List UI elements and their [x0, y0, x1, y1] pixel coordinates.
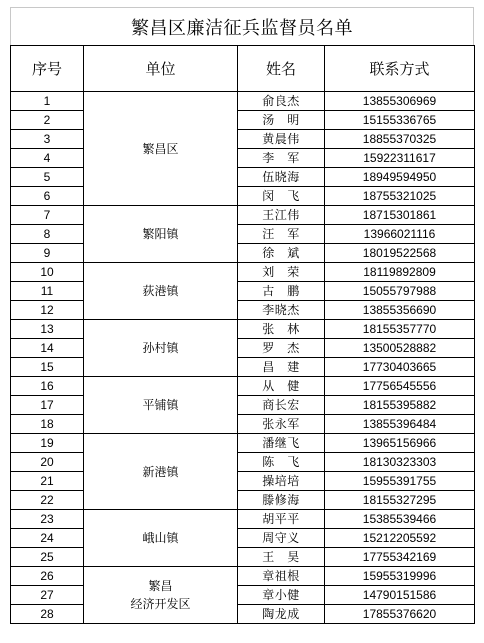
name-cell: 徐 斌 — [238, 244, 325, 263]
name-cell: 商长宏 — [238, 396, 325, 415]
name-cell: 陈 飞 — [238, 453, 325, 472]
seq-cell: 13 — [11, 320, 84, 339]
header-row — [11, 46, 475, 92]
unit-cell: 孙村镇 — [84, 320, 238, 377]
unit-line-1: 繁昌 — [148, 579, 173, 593]
name-cell: 陶龙成 — [238, 605, 325, 624]
seq-cell: 21 — [11, 472, 84, 491]
seq-cell: 12 — [11, 301, 84, 320]
phone-cell: 18130323303 — [325, 453, 475, 472]
name-cell: 操培培 — [238, 472, 325, 491]
phone-cell: 15922311617 — [325, 149, 475, 168]
name-cell: 从 健 — [238, 377, 325, 396]
table-row — [11, 320, 475, 339]
table-row — [11, 149, 475, 168]
table-row — [11, 282, 475, 301]
name-cell: 张永军 — [238, 415, 325, 434]
table-row — [11, 187, 475, 206]
table-row — [11, 263, 475, 282]
name-cell: 黄晨伟 — [238, 130, 325, 149]
seq-cell: 23 — [11, 510, 84, 529]
seq-cell: 16 — [11, 377, 84, 396]
seq-cell: 20 — [11, 453, 84, 472]
name-cell: 潘继飞 — [238, 434, 325, 453]
table-row — [11, 529, 475, 548]
seq-cell: 25 — [11, 548, 84, 567]
seq-cell: 5 — [11, 168, 84, 187]
phone-cell: 15155336765 — [325, 111, 475, 130]
phone-cell: 15055797988 — [325, 282, 475, 301]
table-row — [11, 586, 475, 605]
table-row — [11, 548, 475, 567]
seq-cell: 24 — [11, 529, 84, 548]
seq-cell: 2 — [11, 111, 84, 130]
phone-cell: 18949594950 — [325, 168, 475, 187]
column-header-unit: 单位 — [84, 46, 238, 92]
phone-cell: 18155327295 — [325, 491, 475, 510]
table-row — [11, 510, 475, 529]
column-header-seq: 序号 — [11, 46, 84, 92]
seq-cell: 3 — [11, 130, 84, 149]
table-row — [11, 92, 475, 111]
table-row — [11, 453, 475, 472]
name-cell: 李晓杰 — [238, 301, 325, 320]
table-row — [11, 244, 475, 263]
seq-cell: 10 — [11, 263, 84, 282]
name-cell: 罗 杰 — [238, 339, 325, 358]
name-cell: 李 军 — [238, 149, 325, 168]
name-cell: 昌 建 — [238, 358, 325, 377]
phone-cell: 18855370325 — [325, 130, 475, 149]
table-row — [11, 358, 475, 377]
name-cell: 张 林 — [238, 320, 325, 339]
phone-cell: 17855376620 — [325, 605, 475, 624]
unit-cell: 新港镇 — [84, 434, 238, 510]
seq-cell: 7 — [11, 206, 84, 225]
name-cell: 王江伟 — [238, 206, 325, 225]
name-cell: 章小健 — [238, 586, 325, 605]
phone-cell: 18715301861 — [325, 206, 475, 225]
table-row — [11, 111, 475, 130]
seq-cell: 14 — [11, 339, 84, 358]
unit-cell: 峨山镇 — [84, 510, 238, 567]
table-row — [11, 605, 475, 624]
phone-cell: 18155357770 — [325, 320, 475, 339]
seq-cell: 9 — [11, 244, 84, 263]
phone-cell: 13855306969 — [325, 92, 475, 111]
phone-cell: 18119892809 — [325, 263, 475, 282]
unit-line-2: 经济开发区 — [130, 597, 191, 611]
phone-cell: 15955391755 — [325, 472, 475, 491]
phone-cell: 18155395882 — [325, 396, 475, 415]
phone-cell: 18019522568 — [325, 244, 475, 263]
name-cell: 伍晓海 — [238, 168, 325, 187]
seq-cell: 26 — [11, 567, 84, 586]
table-row — [11, 396, 475, 415]
table-row — [11, 491, 475, 510]
phone-cell: 17730403665 — [325, 358, 475, 377]
seq-cell: 4 — [11, 149, 84, 168]
table-row — [11, 567, 475, 586]
name-cell: 胡平平 — [238, 510, 325, 529]
column-header-phone: 联系方式 — [325, 46, 475, 92]
seq-cell: 18 — [11, 415, 84, 434]
unit-cell — [84, 567, 238, 624]
seq-cell: 15 — [11, 358, 84, 377]
name-cell: 古 鹏 — [238, 282, 325, 301]
title-bar — [10, 7, 474, 45]
table-row — [11, 168, 475, 187]
table-row — [11, 225, 475, 244]
table-row — [11, 206, 475, 225]
phone-cell: 17756545556 — [325, 377, 475, 396]
name-cell: 刘 荣 — [238, 263, 325, 282]
unit-cell: 平铺镇 — [84, 377, 238, 434]
phone-cell: 14790151586 — [325, 586, 475, 605]
phone-cell: 15955319996 — [325, 567, 475, 586]
phone-cell: 18755321025 — [325, 187, 475, 206]
phone-cell: 13855356690 — [325, 301, 475, 320]
unit-cell: 繁阳镇 — [84, 206, 238, 263]
seq-cell: 8 — [11, 225, 84, 244]
seq-cell: 11 — [11, 282, 84, 301]
phone-cell: 13855396484 — [325, 415, 475, 434]
table-row — [11, 301, 475, 320]
unit-cell: 荻港镇 — [84, 263, 238, 320]
supervisor-table — [10, 45, 475, 624]
table-row — [11, 130, 475, 149]
name-cell: 章祖根 — [238, 567, 325, 586]
seq-cell: 28 — [11, 605, 84, 624]
phone-cell: 13966021116 — [325, 225, 475, 244]
document-title: 繁昌区廉洁征兵监督员名单 — [131, 17, 353, 39]
phone-cell: 13500528882 — [325, 339, 475, 358]
seq-cell: 22 — [11, 491, 84, 510]
unit-cell: 繁昌区 — [84, 92, 238, 206]
name-cell: 滕修海 — [238, 491, 325, 510]
seq-cell: 6 — [11, 187, 84, 206]
name-cell: 周守义 — [238, 529, 325, 548]
name-cell: 汤 明 — [238, 111, 325, 130]
phone-cell: 13965156966 — [325, 434, 475, 453]
phone-cell: 15212205592 — [325, 529, 475, 548]
name-cell: 俞良杰 — [238, 92, 325, 111]
name-cell: 闵 飞 — [238, 187, 325, 206]
table-row — [11, 415, 475, 434]
phone-cell: 17755342169 — [325, 548, 475, 567]
table-row — [11, 339, 475, 358]
table-row — [11, 377, 475, 396]
seq-cell: 17 — [11, 396, 84, 415]
name-cell: 汪 军 — [238, 225, 325, 244]
seq-cell: 27 — [11, 586, 84, 605]
phone-cell: 15385539466 — [325, 510, 475, 529]
table-row — [11, 472, 475, 491]
name-cell: 王 昊 — [238, 548, 325, 567]
seq-cell: 1 — [11, 92, 84, 111]
table-row — [11, 434, 475, 453]
seq-cell: 19 — [11, 434, 84, 453]
column-header-name: 姓名 — [238, 46, 325, 92]
